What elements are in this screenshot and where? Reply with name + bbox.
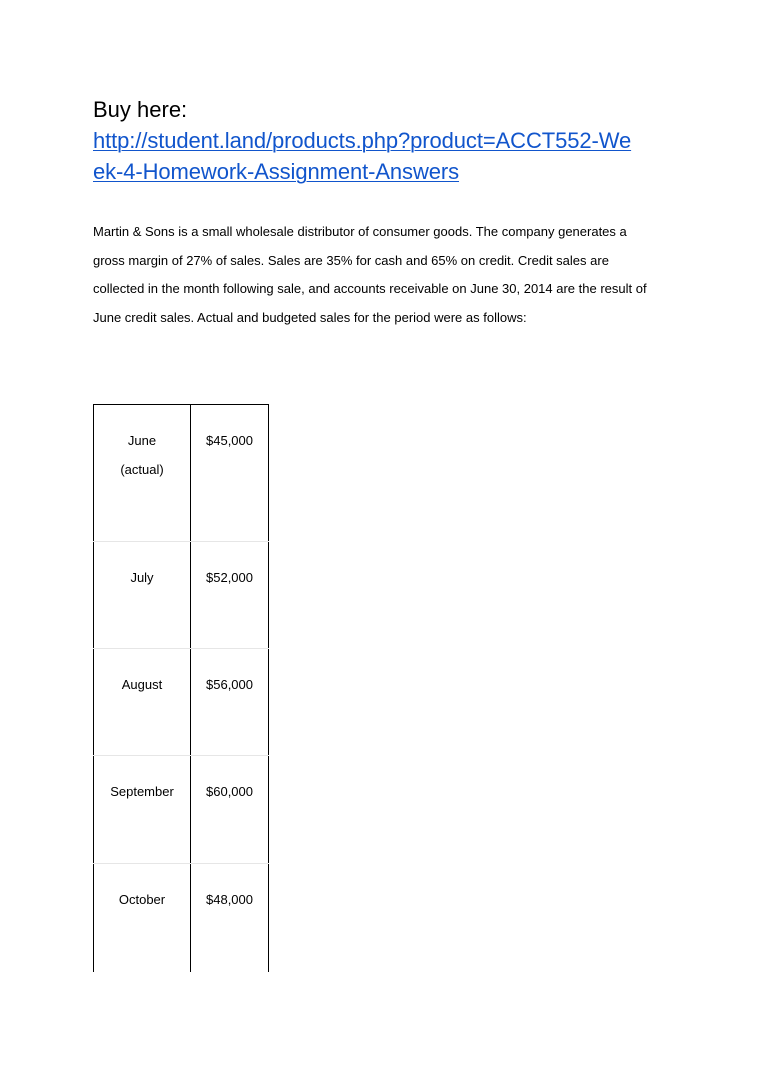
table-row bbox=[94, 756, 269, 864]
table-row bbox=[94, 864, 269, 972]
intro-line: collected in the month following sale, and accounts receivable on June 30, 2014 are the result of bbox=[93, 281, 647, 297]
amount-cell bbox=[191, 864, 269, 972]
amount-cell bbox=[191, 542, 269, 649]
month-note: (actual) bbox=[120, 462, 164, 477]
amount-cell bbox=[191, 649, 269, 756]
month-cell bbox=[94, 864, 191, 972]
sales-table bbox=[93, 404, 269, 972]
month-label: June bbox=[127, 433, 157, 448]
table-row bbox=[94, 405, 269, 542]
page-heading bbox=[93, 94, 693, 187]
product-link-line-1[interactable]: http://student.land/products.php?product=ACCT552-We bbox=[93, 128, 632, 153]
month-cell bbox=[94, 649, 191, 756]
month-cell bbox=[94, 542, 191, 649]
month-label: September bbox=[110, 784, 174, 799]
month-cell bbox=[94, 405, 191, 542]
amount-value: $45,000 bbox=[206, 433, 253, 448]
intro-line: gross margin of 27% of sales. Sales are 35% for cash and 65% on credit. Credit sales are bbox=[93, 252, 609, 268]
table-row bbox=[94, 542, 269, 649]
intro-line: June credit sales. Actual and budgeted sales for the period were as follows: bbox=[93, 309, 527, 325]
month-cell bbox=[94, 756, 191, 864]
product-link-line-2[interactable]: ek-4-Homework-Assignment-Answers bbox=[93, 159, 460, 184]
month-label: October bbox=[118, 892, 166, 907]
amount-cell bbox=[191, 756, 269, 864]
month-label: July bbox=[130, 570, 154, 585]
intro-line: Martin & Sons is a small wholesale distributor of consumer goods. The company generates a bbox=[93, 224, 627, 239]
month-label: August bbox=[121, 677, 163, 692]
table-row bbox=[94, 649, 269, 756]
amount-value: $60,000 bbox=[206, 784, 253, 799]
amount-value: $48,000 bbox=[206, 892, 253, 907]
amount-value: $56,000 bbox=[206, 677, 253, 692]
buy-here-label: Buy here: bbox=[93, 97, 188, 122]
amount-cell bbox=[191, 405, 269, 542]
amount-value: $52,000 bbox=[206, 570, 253, 585]
intro-paragraph bbox=[93, 218, 693, 332]
